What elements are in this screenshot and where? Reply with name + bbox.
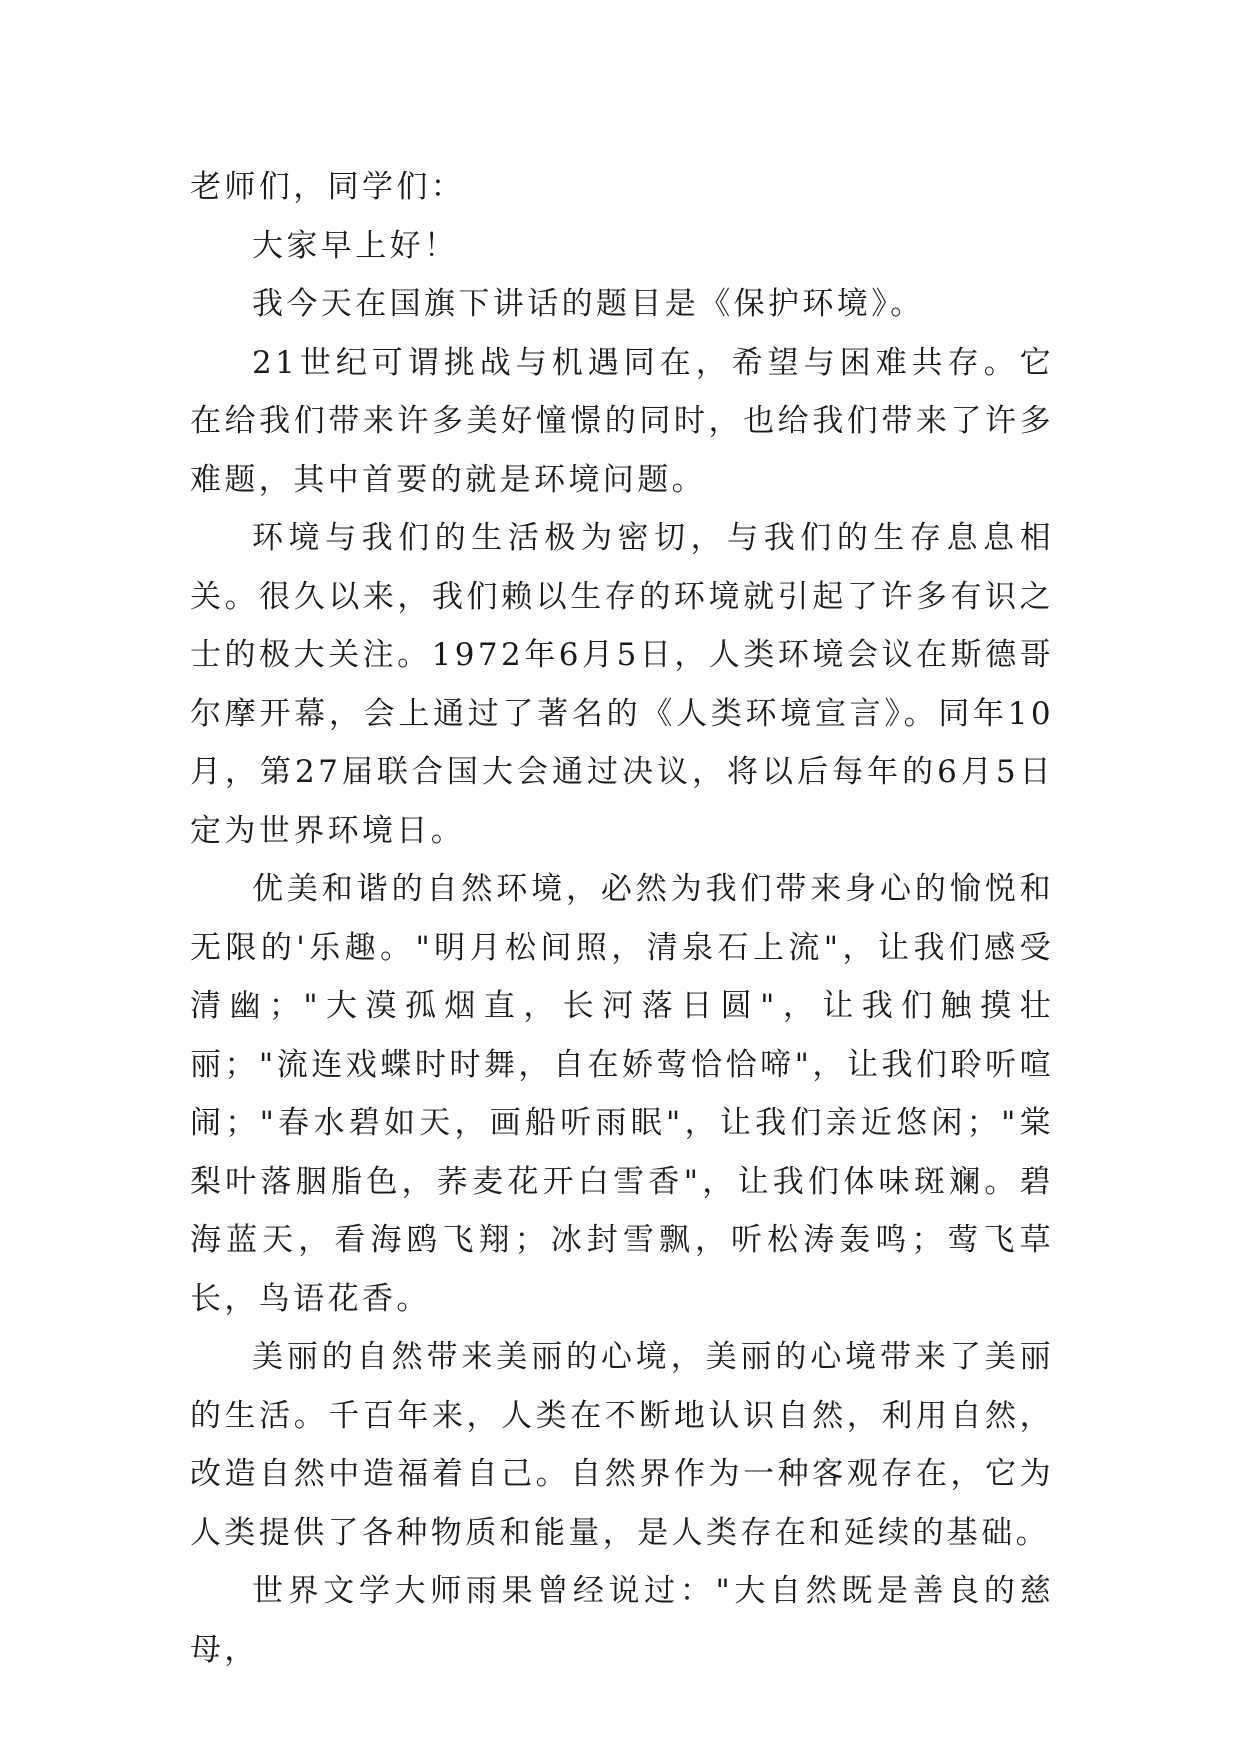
paragraph-environment-day: 环境与我们的生活极为密切，与我们的生存息息相关。很久以来，我们赖以生存的环境就引起了许多有识之士的极大关注。1972年6月5日，人类环境会议在斯德哥尔摩开幕，会上通过了著名的《人类环境宣言》。同年10月，第27届联合国大会通过决议，将以后每年的6月5日定为世界环境日。 (190, 520, 1054, 849)
paragraph-21st-century: 21世纪可谓挑战与机遇同在，希望与困难共存。它在给我们带来许多美好憧憬的同时，也给我们带来了许多难题，其中首要的就是环境问题。 (190, 344, 1054, 498)
paragraph-topic: 我今天在国旗下讲话的题目是《保护环境》。 (252, 286, 925, 322)
salutation: 老师们，同学们： (190, 169, 466, 205)
document-page (190, 158, 1054, 1679)
paragraph-hugo-quote: 世界文学大师雨果曾经说过："大自然既是善良的慈母， (190, 1573, 1054, 1668)
paragraph-greeting: 大家早上好！ (252, 227, 459, 264)
paragraph-natural-beauty: 优美和谐的自然环境，必然为我们带来身心的愉悦和无限的'乐趣。"明月松间照，清泉石上流"，让我们感受清幽；"大漠孤烟直，长河落日圆"，让我们触摸壮丽；"流连戏蝶时时舞，自在娇莺恰恰啼"，让我们聆听喧闹；"春水碧如天，画船听雨眠"，让我们亲近悠闲；"棠梨叶落胭脂色，荞麦花开白雪香"，让我们体味斑斓。碧海蓝天，看海鸥飞翔；冰封雪飘，听松涛轰鸣；莺飞草长，鸟语花香。 (190, 871, 1054, 1317)
paragraph-beautiful-life: 美丽的自然带来美丽的心境，美丽的心境带来了美丽的生活。千百年来，人类在不断地认识自然，利用自然，改造自然中造福着自己。自然界作为一种客观存在，它为人类提供了各种物质和能量，是人类存在和延续的基础。 (190, 1339, 1054, 1551)
